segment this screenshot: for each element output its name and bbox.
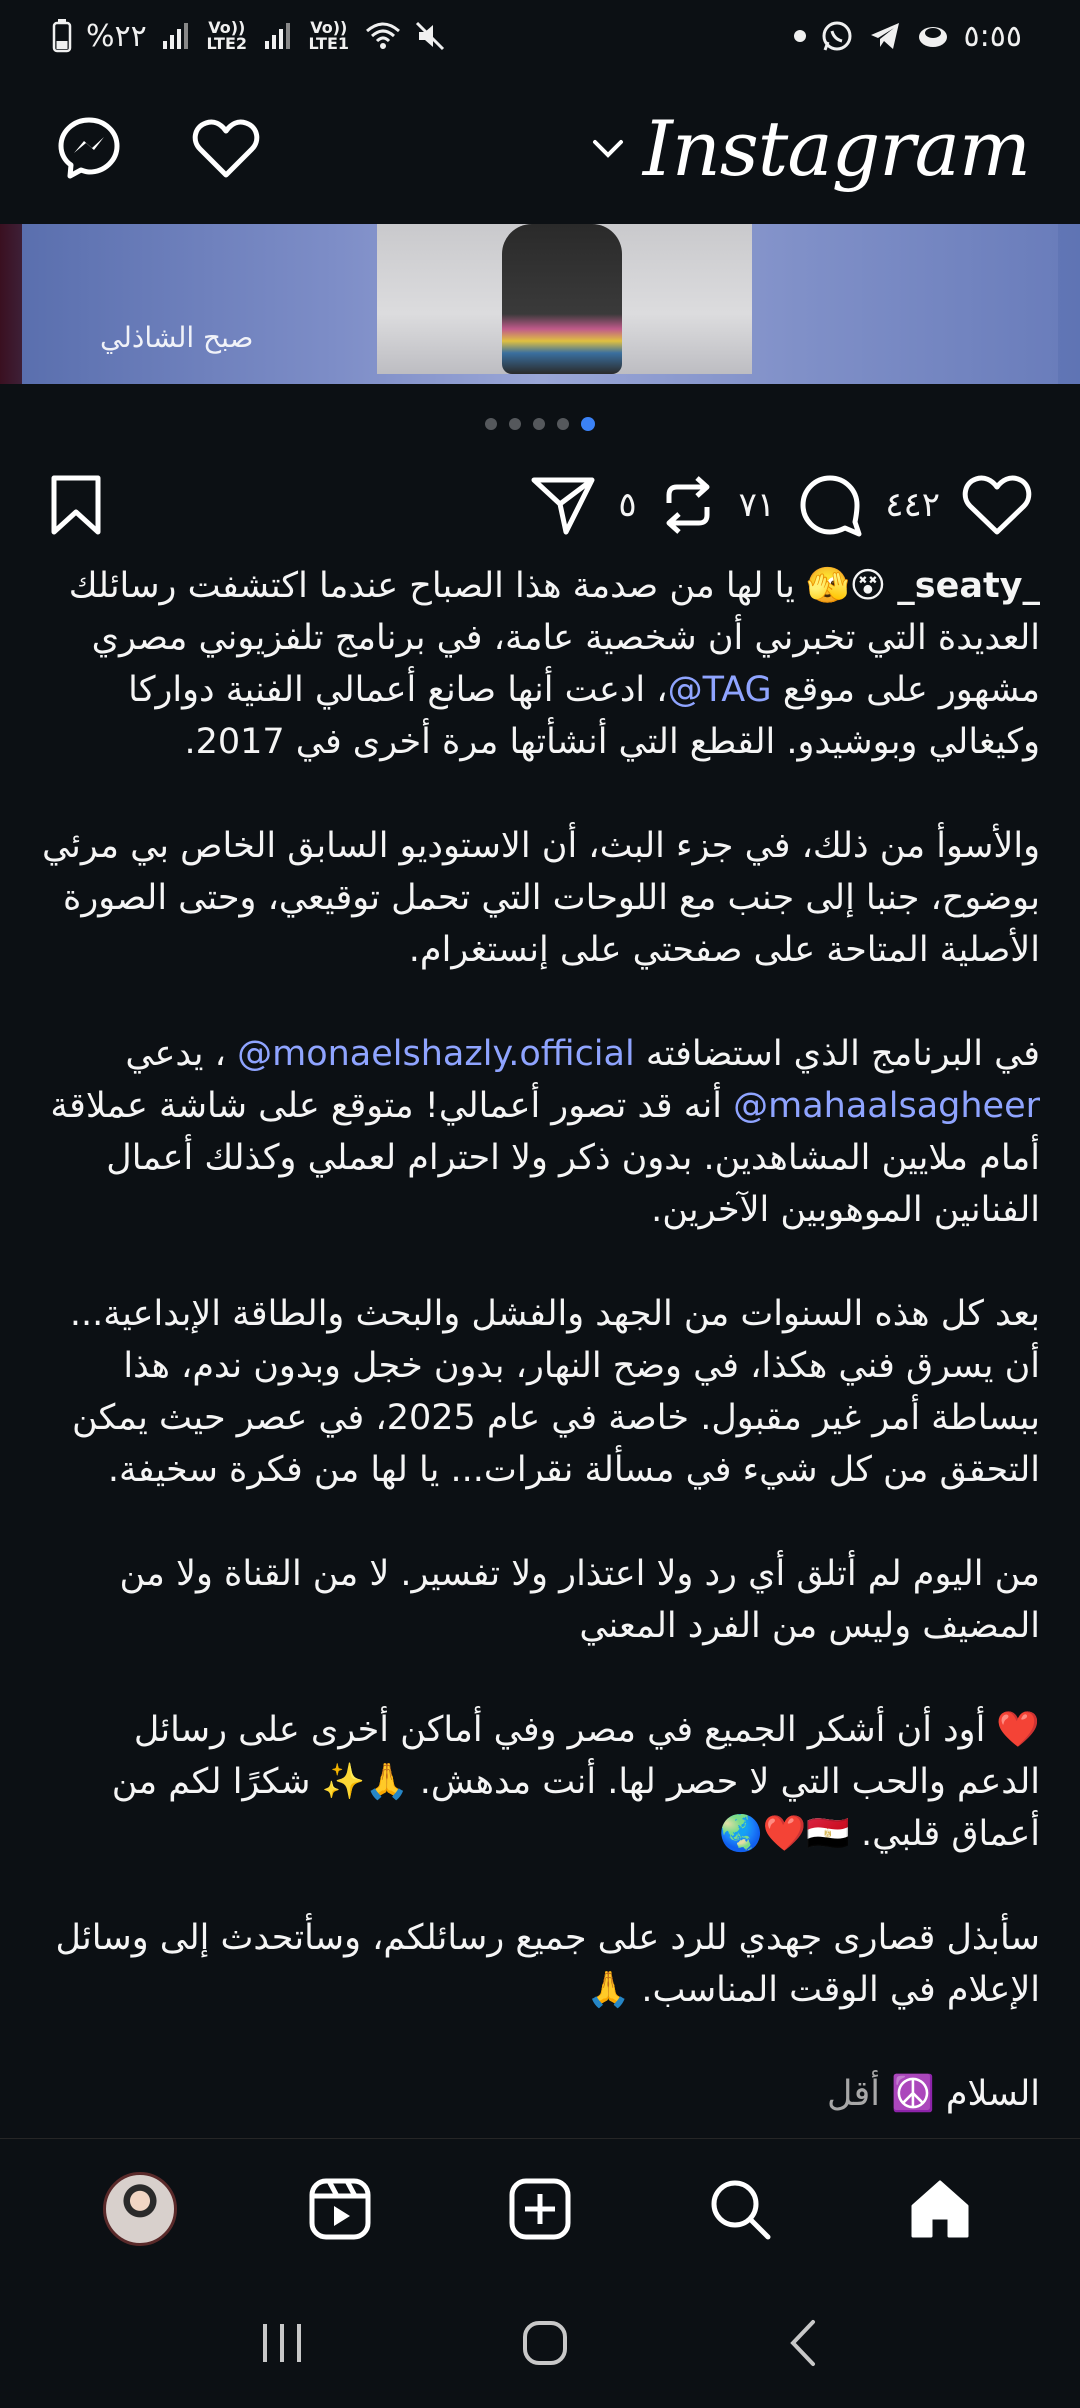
- caption-username[interactable]: _seaty_: [897, 566, 1040, 606]
- carousel-dot: [485, 418, 497, 430]
- repost-button[interactable]: [659, 473, 717, 537]
- nav-profile[interactable]: [85, 2154, 195, 2264]
- battery-icon: [52, 19, 72, 53]
- messenger-icon: [56, 115, 122, 181]
- media-figure: [502, 224, 622, 374]
- bookmark-icon: [48, 474, 104, 536]
- post-media[interactable]: [0, 224, 1080, 384]
- caption-text-8: السلام ☮️: [891, 2074, 1040, 2114]
- back-chevron-icon: [783, 2318, 823, 2368]
- like-button[interactable]: [962, 473, 1032, 537]
- sim2-label: Vo)) LTE2: [206, 18, 248, 53]
- comment-count: ٧١: [738, 485, 776, 525]
- back-button[interactable]: [783, 2318, 823, 2368]
- search-icon: [707, 2176, 773, 2242]
- mention-monaelshazly[interactable]: monaelshazly.official@: [237, 1034, 635, 1074]
- clock: ٥:٥٥: [963, 18, 1022, 54]
- home-circle-icon: [521, 2319, 569, 2367]
- like-count: ٤٤٢: [885, 485, 940, 525]
- home-system-button[interactable]: [521, 2319, 569, 2367]
- nav-reels[interactable]: [285, 2154, 395, 2264]
- battery-percent: %٢٢: [86, 18, 147, 54]
- app-notification-icon: [916, 19, 950, 53]
- whatsapp-icon: [820, 19, 854, 53]
- post-image: [22, 224, 1058, 384]
- recent-apps-icon: [257, 2320, 307, 2366]
- nav-create[interactable]: [485, 2154, 595, 2264]
- post-actions: [0, 460, 1080, 550]
- caption-emoji: 😵🫣: [806, 566, 887, 606]
- status-bar: [0, 0, 1080, 72]
- recent-apps-button[interactable]: [257, 2320, 307, 2366]
- system-nav-bar: [0, 2278, 1080, 2408]
- instagram-logo: Instagram: [642, 103, 1030, 193]
- heart-outline-icon: [192, 117, 260, 179]
- messenger-button[interactable]: [56, 115, 122, 181]
- comment-button[interactable]: [797, 472, 863, 538]
- send-icon: [530, 474, 596, 536]
- repost-icon: [659, 473, 717, 537]
- bottom-nav: [0, 2138, 1080, 2278]
- comment-icon: [797, 472, 863, 538]
- post-actions-right: [530, 472, 1032, 538]
- caption-paragraph-1: [40, 560, 1040, 768]
- caption-text-1a: يا لها من صدمة هذا الصباح عندما اكتشفت رسائلك العديدة التي تخبرني أن شخصية عامة، في برنامج تلفزيوني مصري مشهور على موقع: [68, 566, 1040, 710]
- status-left: [52, 19, 447, 54]
- repost-count: ٥: [618, 485, 637, 525]
- caption-text-3a: في البرنامج الذي استضافته: [645, 1034, 1040, 1074]
- caption-paragraph-7: سأبذل قصارى جهدي للرد على جميع رسائلكم، وسأتحدث إلى وسائل الإعلام في الوقت المناسب. 🙏: [55, 1918, 1040, 2010]
- save-button[interactable]: [48, 474, 104, 536]
- caption-paragraph-2: والأسوأ من ذلك، في جزء البث، أن الاستوديو السابق الخاص بي مرئي بوضوح، جنبا إلى جنب مع اللوحات التي تحمل توقيعي، وحتى الصورة الأصلية المتاحة على صفحتي على إنستغرام.: [42, 826, 1040, 970]
- add-post-icon: [507, 2176, 573, 2242]
- carousel-dot: [509, 418, 521, 430]
- heart-icon: [962, 473, 1032, 537]
- status-right: [794, 19, 1022, 54]
- carousel-dot: [557, 418, 569, 430]
- chevron-down-icon: [591, 136, 625, 160]
- avatar: [103, 2172, 177, 2246]
- caption-text-3b: ، يدعي: [125, 1034, 226, 1074]
- nav-search[interactable]: [685, 2154, 795, 2264]
- signal-icon: [161, 21, 191, 51]
- carousel-dot-active: [581, 417, 595, 431]
- caption-text-1b: ، ادعت أنها صانع أعمالي الفنية دواركا وكيغالي وبوشيدو. القطع التي أنشأتها مرة أخرى في 2017.: [128, 670, 1040, 762]
- app-bar-actions: [56, 115, 260, 181]
- post-caption: [40, 560, 1040, 2120]
- caption-paragraph-3: [40, 1028, 1040, 1236]
- telegram-icon: [868, 19, 902, 53]
- media-overlay-text: صبح الشاذلي: [100, 321, 254, 354]
- caption-paragraph-4: بعد كل هذه السنوات من الجهد والفشل والبحث والطاقة الإبداعية... أن يسرق فني هكذا، في وضح النهار، بدون خجل وبدون ندم، هذا ببساطة أمر غير مقبول. خاصة في عام 2025، في عصر حيث يمكن التحقق من كل شيء في مسألة نقرات... يا لها من فكرة سخيفة.: [69, 1294, 1040, 1490]
- notification-dot: [794, 30, 806, 42]
- caption-paragraph-8: [40, 2068, 1040, 2120]
- mention-tag[interactable]: TAG@: [667, 670, 772, 710]
- caption-paragraph-6: ❤️ أود أن أشكر الجميع في مصر وفي أماكن أخرى على رسائل الدعم والحب التي لا حصر لها. أنت مدهش. 🙏✨ شكرًا لكم من أعماق قلبي. 🇪🇬❤️🌏: [111, 1710, 1040, 1854]
- mention-mahaalsagheer[interactable]: mahaalsagheer@: [733, 1086, 1040, 1126]
- share-button[interactable]: [530, 474, 596, 536]
- wifi-icon: [365, 21, 401, 51]
- home-icon: [907, 2176, 973, 2242]
- reels-icon: [307, 2176, 373, 2242]
- show-less-link[interactable]: أقل: [827, 2074, 880, 2114]
- notifications-button[interactable]: [192, 117, 260, 179]
- carousel-dot: [533, 418, 545, 430]
- mute-icon: [415, 20, 447, 52]
- signal-icon-2: [263, 21, 293, 51]
- account-switcher[interactable]: [591, 104, 1030, 193]
- nav-home[interactable]: [885, 2154, 995, 2264]
- sim1-label: Vo)) LTE1: [308, 18, 350, 53]
- carousel-indicator: [0, 418, 1080, 438]
- caption-text-3c: أنه قد تصور أعمالي! متوقع على شاشة عملاقة أمام ملايين المشاهدين. بدون ذكر ولا احترام لعملي وكذلك أعمال الفنانين الموهوبين الآخرين.: [50, 1086, 1040, 1230]
- app-bar: [0, 72, 1080, 224]
- caption-paragraph-5: من اليوم لم أتلق أي رد ولا اعتذار ولا تفسير. لا من القناة ولا من المضيف وليس من الفرد المعني: [119, 1554, 1040, 1646]
